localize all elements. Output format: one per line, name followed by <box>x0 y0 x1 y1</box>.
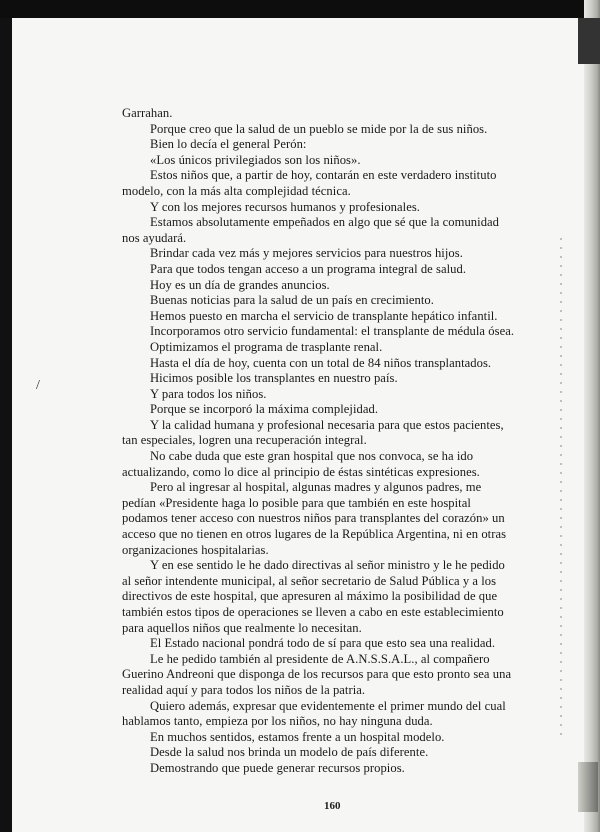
text-line: organizaciones hospitalarias. <box>122 542 269 557</box>
text-line: Pero al ingresar al hospital, algunas madres y algunos padres, me <box>150 480 482 495</box>
text-line: modelo, con la más alta complejidad técnica. <box>122 183 351 198</box>
text-line: Hemos puesto en marcha el servicio de transplante hepático infantil. <box>150 308 498 323</box>
text-line: Y en ese sentido le he dado directivas al señor ministro y le he pedido <box>150 558 505 573</box>
book-spine-shadow-bottom <box>578 762 598 812</box>
text-line: Hasta el día de hoy, cuenta con un total de 84 niños transplantados. <box>150 355 492 370</box>
text-line: al señor intendente municipal, al señor secretario de Salud Pública y a los <box>122 573 497 588</box>
body-text <box>122 106 542 777</box>
text-line: Le he pedido también al presidente de A.N.S.S.A.L., al compañero <box>150 651 490 666</box>
text-line: pedían «Presidente haga lo posible para que también en este hospital <box>122 495 471 510</box>
text-line: Guerino Andreoni que disponga de los recursos para que esto pronto sea una <box>122 667 512 682</box>
scan-border-right <box>584 0 600 832</box>
text-line: No cabe duda que este gran hospital que nos convoca, se ha ido <box>150 449 474 464</box>
document-page <box>12 18 584 832</box>
text-line: Garrahan. <box>122 106 173 120</box>
text-line: Hicimos posible los transplantes en nuestro país. <box>150 371 398 386</box>
text-line: En muchos sentidos, estamos frente a un hospital modelo. <box>150 729 445 744</box>
text-line: Y con los mejores recursos humanos y profesionales. <box>150 199 420 214</box>
text-line: Desde la salud nos brinda un modelo de país diferente. <box>150 745 429 760</box>
text-line: Para que todos tengan acceso a un programa integral de salud. <box>150 261 467 276</box>
text-line: actualizando, como lo dice al principio de éstas sintéticas expresiones. <box>122 464 480 479</box>
text-line: hablamos tanto, empieza por los niños, no hay ninguna duda. <box>122 714 433 729</box>
text-line: Y la calidad humana y profesional necesaria para que estos pacientes, <box>150 417 504 432</box>
book-spine-shadow-top <box>578 18 600 64</box>
text-line: nos ayudará. <box>122 230 187 245</box>
text-line: Hoy es un día de grandes anuncios. <box>150 277 330 292</box>
text-line: Estamos absolutamente empeñados en algo que sé que la comunidad <box>150 215 500 230</box>
text-line: realidad aquí y para todos los niños de la patria. <box>122 682 366 697</box>
text-line: Quiero además, expresar que evidentemente el primer mundo del cual <box>150 698 506 713</box>
text-line: también estos tipos de operaciones se lleven a cabo en este establecimiento <box>122 605 504 619</box>
text-line: Optimizamos el programa de trasplante renal. <box>150 339 383 354</box>
text-line: Porque se incorporó la máxima complejidad. <box>150 402 379 417</box>
text-line: «Los únicos privilegiados son los niños». <box>150 152 361 167</box>
scan-border-left <box>0 0 12 832</box>
scan-border-top <box>0 0 600 18</box>
text-line: Porque creo que la salud de un pueblo se mide por la de sus niños. <box>150 121 488 136</box>
text-line: Bien lo decía el general Perón: <box>150 137 307 152</box>
text-line: para aquellos niños que realmente lo necesitan. <box>122 620 362 635</box>
text-line: Brindar cada vez más y mejores servicios para nuestros hijos. <box>150 246 463 261</box>
text-line: acceso que no tienen en otros lugares de la República Argentina, ni en otras <box>122 527 507 542</box>
page-number: 160 <box>324 800 341 812</box>
text-line: Buenas noticias para la salud de un país en crecimiento. <box>150 293 434 308</box>
text-line: Incorporamos otro servicio fundamental: el transplante de médula ósea. <box>150 324 515 339</box>
text-line: Estos niños que, a partir de hoy, contarán en este verdadero instituto <box>150 168 497 183</box>
text-line: directivos de este hospital, que apresuren al máximo la posibilidad de que <box>122 589 498 604</box>
text-line: tan especiales, logren una recuperación integral. <box>122 433 367 448</box>
page-edge-speckle <box>560 238 562 738</box>
margin-mark: / <box>36 378 40 393</box>
text-line: Y para todos los niños. <box>150 386 267 401</box>
text-line: Demostrando que puede generar recursos propios. <box>150 760 405 775</box>
text-line: El Estado nacional pondrá todo de sí para que esto sea una realidad. <box>150 636 496 651</box>
text-line: podamos tener acceso con nuestros niños para transplantes del corazón» un <box>122 511 505 526</box>
